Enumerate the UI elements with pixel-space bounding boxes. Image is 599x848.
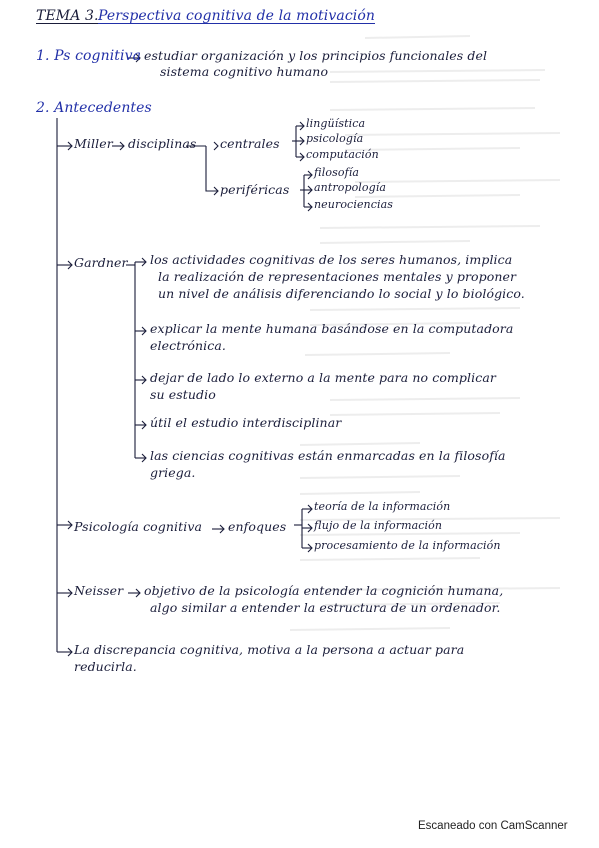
centrales-item-psicologia: psicología xyxy=(306,132,364,145)
gardner-point-1-line-2: la realización de representaciones mentales y proponer xyxy=(158,269,517,284)
perifericas-item-neurociencias: neurociencias xyxy=(314,198,394,211)
neisser-label: Neisser xyxy=(74,583,124,598)
perifericas-item-antropologia: antropología xyxy=(314,181,387,194)
section-1-text-line-2: sistema cognitivo humano xyxy=(160,64,329,79)
enfoque-item-procesamiento: procesamiento de la información xyxy=(314,539,501,552)
miller-label: Miller xyxy=(74,136,113,151)
enfoque-item-teoria: teoría de la información xyxy=(314,500,451,513)
section-1-heading: 1. Ps cognitiva xyxy=(36,48,142,64)
centrales-item-computacion: computación xyxy=(306,148,379,161)
neisser-text-line-1: objetivo de la psicología entender la cognición humana, xyxy=(144,583,504,598)
centrales-item-linguistica: lingüística xyxy=(306,117,366,130)
gardner-point-4-line-1: útil el estudio interdisciplinar xyxy=(150,415,342,430)
gardner-point-2-line-2: electrónica. xyxy=(150,338,226,353)
gardner-point-5-line-2: griega. xyxy=(150,465,196,480)
gardner-point-1-line-3: un nivel de análisis diferenciando lo social y lo biológico. xyxy=(158,286,525,301)
enfoques-label: enfoques xyxy=(228,519,287,534)
gardner-label: Gardner xyxy=(74,255,128,270)
gardner-point-3-line-2: su estudio xyxy=(150,387,216,402)
disciplinas-label: disciplinas xyxy=(128,136,197,151)
gardner-point-5-line-1: las ciencias cognitivas están enmarcadas en la filosofía xyxy=(150,448,506,463)
gardner-point-1-line-1: los actividades cognitivas de los seres humanos, implica xyxy=(150,252,513,267)
perifericas-item-filosofia: filosofía xyxy=(314,166,360,179)
enfoque-item-flujo: flujo de la información xyxy=(314,519,443,532)
discrepancia-text-line-2: reducirla. xyxy=(74,659,137,674)
section-2-heading: 2. Antecedentes xyxy=(36,100,152,116)
neisser-text-line-2: algo similar a entender la estructura de un ordenador. xyxy=(150,600,501,615)
scanner-watermark: Escaneado con CamScanner xyxy=(418,820,568,832)
discrepancia-text-line-1: La discrepancia cognitiva, motiva a la persona a actuar para xyxy=(74,642,465,657)
psicologia-cognitiva-label: Psicología cognitiva xyxy=(74,519,203,534)
gardner-point-3-line-1: dejar de lado lo externo a la mente para no complicar xyxy=(150,370,496,385)
topic-number: TEMA 3. xyxy=(36,8,99,24)
perifericas-label: periféricas xyxy=(220,182,290,197)
centrales-label: centrales xyxy=(220,136,280,151)
section-1-text-line-1: estudiar organización y los principios funcionales del xyxy=(144,48,488,63)
page-title: Perspectiva cognitiva de la motivación xyxy=(98,8,375,24)
gardner-point-2-line-1: explicar la mente humana basándose en la computadora xyxy=(150,321,514,336)
